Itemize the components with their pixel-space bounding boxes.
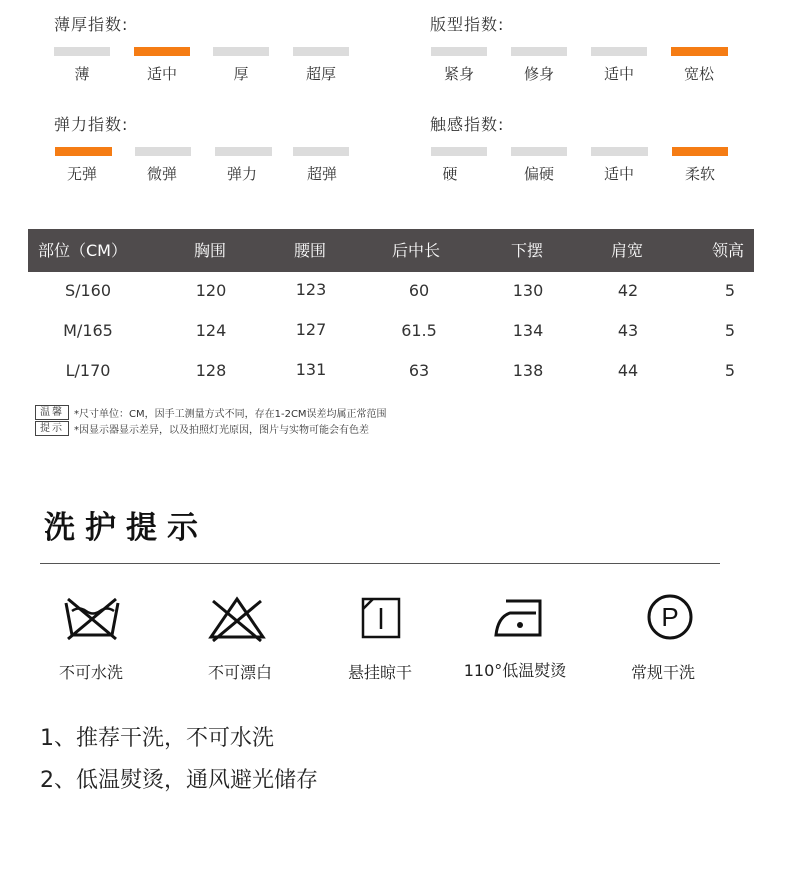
tip-label: 提示 xyxy=(35,421,69,436)
table-cell: 63 xyxy=(408,361,430,380)
table-cell: 5 xyxy=(724,281,736,300)
no-wash-icon xyxy=(62,595,122,643)
index-segment xyxy=(135,147,191,156)
index-segment xyxy=(293,47,349,56)
index-segment-active xyxy=(55,147,112,156)
care-icon-label: 常规干洗 xyxy=(630,663,695,682)
index-segment xyxy=(215,147,272,156)
index-option: 偏硬 xyxy=(523,165,554,183)
care-note: 1、推荐干洗，不可水洗 xyxy=(40,726,274,751)
table-cell: 127 xyxy=(295,320,327,339)
index-segment xyxy=(431,47,487,56)
table-header-cell: 腰围 xyxy=(294,241,327,260)
table-header-cell: 肩宽 xyxy=(611,241,644,260)
index-option: 紧身 xyxy=(443,65,474,83)
tip-line: *因显示器显示差异，以及拍照灯光原因，图片与实物可能会有色差 xyxy=(74,425,369,436)
index-title: 触感指数: xyxy=(430,115,505,134)
tip-line: *尺寸单位：CM，因手工测量方式不同，存在1-2CM误差均属正常范围 xyxy=(74,409,387,420)
index-segment-active xyxy=(134,47,190,56)
index-segment xyxy=(591,47,647,56)
index-option: 超弹 xyxy=(306,165,337,183)
care-icon-label: 不可水洗 xyxy=(58,663,123,682)
divider xyxy=(40,563,720,564)
index-option: 硬 xyxy=(442,165,458,183)
table-cell: S/160 xyxy=(64,281,112,300)
index-option: 修身 xyxy=(523,65,554,83)
index-option: 适中 xyxy=(146,65,177,83)
table-cell: 5 xyxy=(724,321,736,340)
index-title: 版型指数: xyxy=(430,15,505,34)
index-option: 宽松 xyxy=(683,65,714,83)
table-header-cell: 部位（CM） xyxy=(38,241,127,260)
index-segment xyxy=(431,147,487,156)
hang-dry-icon xyxy=(352,595,412,643)
index-segment-active xyxy=(671,47,728,56)
table-cell: 5 xyxy=(724,361,736,380)
index-segment xyxy=(511,47,567,56)
index-segment xyxy=(54,47,110,56)
table-cell: 124 xyxy=(195,321,227,340)
table-cell: 128 xyxy=(195,361,227,380)
index-title: 薄厚指数: xyxy=(54,15,129,34)
table-header-cell: 领高 xyxy=(712,241,745,260)
table-cell: 61.5 xyxy=(401,321,437,340)
table-header-cell: 下摆 xyxy=(511,241,544,260)
dry-clean-icon xyxy=(641,592,701,640)
table-cell: 42 xyxy=(617,281,639,300)
index-segment xyxy=(511,147,567,156)
iron-icon xyxy=(492,595,552,643)
index-segment-active xyxy=(672,147,728,156)
tip-label: 温馨 xyxy=(35,405,69,420)
table-header-cell: 胸围 xyxy=(194,241,227,260)
care-icon-label: 110°低温熨烫 xyxy=(463,661,567,680)
index-option: 柔软 xyxy=(684,165,715,183)
care-title: 洗护提示 xyxy=(44,510,208,546)
index-option: 无弹 xyxy=(66,165,97,183)
table-cell: 131 xyxy=(295,360,327,379)
table-cell: L/170 xyxy=(65,361,111,380)
table-cell: 130 xyxy=(512,281,544,300)
index-option: 弹力 xyxy=(226,165,257,183)
dry-clean-glyph: P xyxy=(661,602,679,632)
index-option: 微弹 xyxy=(146,165,177,183)
care-note: 2、低温熨烫，通风避光储存 xyxy=(40,768,318,793)
table-header-cell: 后中长 xyxy=(392,241,441,260)
size-table-header xyxy=(28,229,754,272)
index-option: 薄 xyxy=(74,65,90,83)
index-title: 弹力指数: xyxy=(54,115,129,134)
table-cell: 60 xyxy=(408,281,430,300)
table-cell: 134 xyxy=(512,321,544,340)
index-segment xyxy=(293,147,349,156)
table-cell: 43 xyxy=(617,321,639,340)
index-option: 超厚 xyxy=(305,65,336,83)
table-cell: 123 xyxy=(295,280,327,299)
care-icon-label: 不可漂白 xyxy=(207,663,272,682)
table-cell: 138 xyxy=(512,361,544,380)
table-cell: 44 xyxy=(617,361,639,380)
index-option: 适中 xyxy=(603,165,634,183)
index-segment xyxy=(213,47,269,56)
index-segment xyxy=(591,147,648,156)
care-icon-label: 悬挂晾干 xyxy=(347,663,412,682)
no-bleach-icon xyxy=(207,595,267,643)
index-option: 厚 xyxy=(233,65,249,83)
table-cell: M/165 xyxy=(63,321,113,340)
index-option: 适中 xyxy=(603,65,634,83)
table-cell: 120 xyxy=(195,281,227,300)
